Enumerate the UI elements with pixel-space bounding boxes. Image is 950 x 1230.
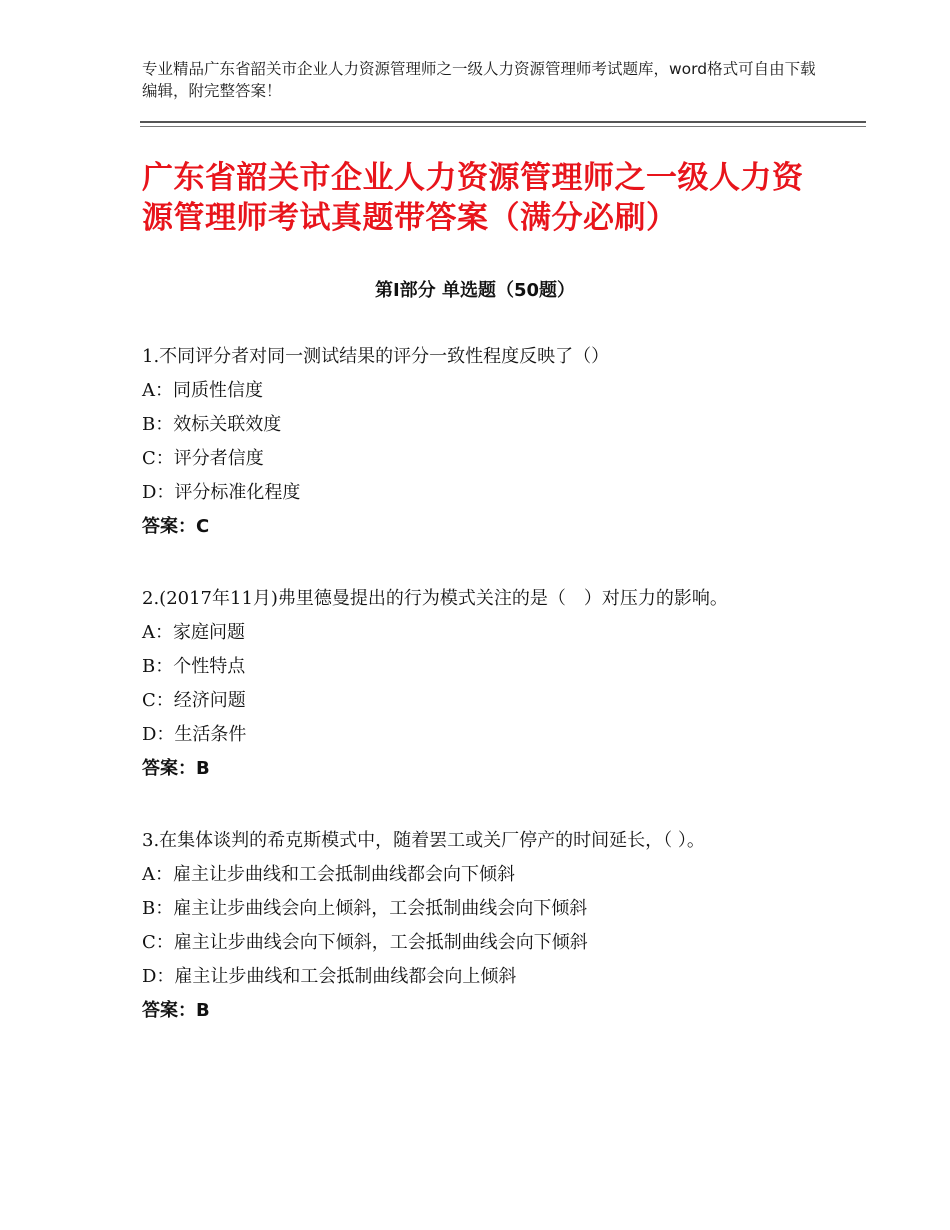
header-rule-thick bbox=[140, 121, 866, 123]
header-note: 专业精品广东省韶关市企业人力资源管理师之一级人力资源管理师考试题库，word格式可自由下载编辑，附完整答案！ bbox=[142, 60, 816, 100]
option-d: D：生活条件 bbox=[142, 724, 247, 745]
answer: 答案：C bbox=[142, 516, 210, 537]
question-1 bbox=[142, 340, 822, 544]
question-stem: 3.在集体谈判的希克斯模式中，随着罢工或关厂停产的时间延长，（ ）。 bbox=[142, 830, 705, 851]
option-b: B：雇主让步曲线会向上倾斜，工会抵制曲线会向下倾斜 bbox=[142, 898, 588, 919]
option-a: A：同质性信度 bbox=[142, 380, 263, 401]
section-title: 第Ⅰ部分 单选题（50题） bbox=[374, 280, 575, 301]
question-stem: 2.(2017年11月)弗里德曼提出的行为模式关注的是（ ）对压力的影响。 bbox=[142, 588, 728, 609]
header-rule-thin bbox=[140, 126, 866, 127]
option-a: A：雇主让步曲线和工会抵制曲线都会向下倾斜 bbox=[142, 864, 515, 885]
question-list bbox=[142, 340, 822, 1066]
option-c: C：雇主让步曲线会向下倾斜，工会抵制曲线会向下倾斜 bbox=[142, 932, 588, 953]
question-3 bbox=[142, 824, 822, 1028]
option-b: B：效标关联效度 bbox=[142, 414, 282, 435]
question-stem: 1.不同评分者对同一测试结果的评分一致性程度反映了（） bbox=[142, 346, 610, 367]
option-d: D：评分标准化程度 bbox=[142, 482, 301, 503]
answer: 答案：B bbox=[142, 758, 210, 779]
answer: 答案：B bbox=[142, 1000, 210, 1021]
document-title: 广东省韶关市企业人力资源管理师之一级人力资源管理师考试真题带答案（满分必刷） bbox=[142, 160, 804, 236]
option-d: D：雇主让步曲线和工会抵制曲线都会向上倾斜 bbox=[142, 966, 517, 987]
option-a: A：家庭问题 bbox=[142, 622, 245, 643]
question-2 bbox=[142, 582, 822, 786]
option-c: C：经济问题 bbox=[142, 690, 246, 711]
option-c: C：评分者信度 bbox=[142, 448, 264, 469]
option-b: B：个性特点 bbox=[142, 656, 246, 677]
